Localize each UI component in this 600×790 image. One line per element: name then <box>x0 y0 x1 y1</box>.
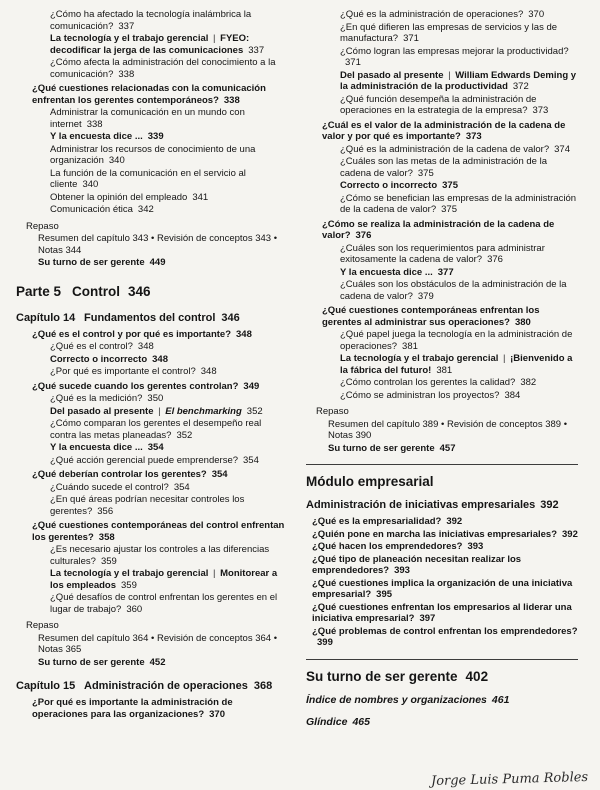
toc-entry-feature <box>306 70 578 93</box>
feature-lead: La tecnología y el trabajo gerencial <box>340 353 499 364</box>
toc-entry-sub <box>306 279 578 302</box>
feature-lead: La tecnología y el trabajo gerencial <box>50 33 209 44</box>
toc-entry-qb <box>306 554 578 577</box>
entry-page: 370 <box>528 9 545 20</box>
entry-page: 373 <box>532 105 549 116</box>
feature-separator: | <box>210 568 219 579</box>
entry-text: ¿Qué cuestiones contemporáneas enfrentan los gerentes al administrar sus operaciones? <box>322 305 540 328</box>
entry-page: 360 <box>126 603 143 615</box>
toc-entry-q <box>306 219 578 242</box>
toc-entry-sub <box>306 193 578 216</box>
entry-page: 354 <box>173 481 190 493</box>
entry-text: ¿Qué deberían controlar los gerentes? <box>32 469 207 480</box>
entry-page: 449 <box>149 257 166 268</box>
toc-column-right <box>306 8 578 729</box>
entry-page: 382 <box>520 377 537 388</box>
entry-page: 338 <box>86 118 103 130</box>
entry-text: Resumen del capítulo 389 • Revisión de conceptos 389 • Notas 390 <box>328 418 568 441</box>
entry-text: ¿Por qué es importante la administración de operaciones para las organizaciones? <box>32 697 233 720</box>
entry-text: ¿Qué cuestiones implica la organización de una iniciativa empresarial? <box>312 577 573 600</box>
toc-entry-sub <box>16 204 288 216</box>
entry-text: ¿Cómo ha afectado la tecnología inalámbrica la comunicación? <box>50 9 252 32</box>
entry-label: Capítulo 15 <box>16 680 76 692</box>
entry-page: 337 <box>118 20 135 32</box>
entry-text: ¿Cuál es el valor de la administración de la cadena de valor y por qué es importante? <box>322 119 566 142</box>
feature-separator: | <box>500 353 509 364</box>
entry-title: Fundamentos del control <box>84 311 216 324</box>
entry-page: 452 <box>149 656 166 668</box>
entry-text: Correcto o incorrecto <box>50 353 148 365</box>
toc-entry-ientry <box>306 694 578 707</box>
entry-page: 393 <box>467 541 484 552</box>
entry-text: Glíndice <box>306 715 348 728</box>
toc-column-left <box>16 8 288 729</box>
entry-text: ¿Cómo controlan los gerentes la calidad? <box>340 377 516 388</box>
toc-entry-feature <box>306 353 578 376</box>
toc-entry-q <box>16 697 288 720</box>
toc-entry-sub <box>16 9 288 32</box>
entry-text: ¿Qué es el control? <box>50 341 133 352</box>
toc-entry-sub <box>16 144 288 167</box>
toc-entry-boldsub <box>306 267 578 279</box>
entry-page: 384 <box>504 389 521 401</box>
entry-text: Su turno de ser gerente <box>38 656 145 668</box>
toc-entry-resumen <box>16 633 288 656</box>
toc-entry-sub <box>306 22 578 45</box>
toc-entry-sub <box>306 9 578 21</box>
feature-title: El benchmarking <box>165 405 242 417</box>
toc-entry-qb <box>306 516 578 528</box>
entry-text: ¿Cuáles son los requerimientos para administrar exitosamente la cadena de valor? <box>340 242 545 265</box>
entry-text: Y la encuesta dice ... <box>50 131 143 142</box>
entry-text: Y la encuesta dice ... <box>50 442 143 453</box>
feature-title: FYEO: decodificar la jerga de las comunicaciones <box>50 33 250 56</box>
entry-text: Módulo empresarial <box>306 474 434 489</box>
entry-page: 374 <box>554 143 570 155</box>
toc-entry-q <box>16 381 288 393</box>
toc-entry-qb <box>306 626 578 649</box>
entry-text: Administrar los recursos de conocimiento de una organización <box>50 143 256 166</box>
toc-entry-sub <box>16 482 288 494</box>
entry-text: ¿Cuáles son las metas de la administración de la cadena de valor? <box>340 156 547 179</box>
entry-page: 392 <box>562 528 578 540</box>
feature-lead: Del pasado al presente <box>340 69 444 81</box>
toc-entry-sturn <box>306 443 578 455</box>
toc-entry-sub <box>306 144 578 156</box>
entry-label: Capítulo 14 <box>16 311 76 324</box>
toc-entry-sturn <box>16 257 288 269</box>
feature-lead: La tecnología y el trabajo gerencial <box>50 568 209 579</box>
entry-page: 348 <box>137 341 154 352</box>
entry-text: La función de la comunicación en el servicio al cliente <box>50 167 246 190</box>
entry-text: ¿Qué hacen los emprendedores? <box>312 541 463 552</box>
toc-entry-qb <box>306 541 578 553</box>
entry-page: 393 <box>394 565 410 576</box>
entry-text: ¿Cómo se administran los proyectos? <box>340 389 500 401</box>
entry-text: Su turno de ser gerente <box>306 668 458 684</box>
entry-page: 397 <box>419 613 436 624</box>
toc-entry-chapter <box>16 312 288 325</box>
toc-entry-sub <box>16 341 288 353</box>
entry-title: Administración de operaciones <box>84 680 248 692</box>
entry-page: 402 <box>465 668 489 684</box>
toc-entry-sub <box>306 156 578 179</box>
entry-page: 371 <box>345 57 361 68</box>
toc-entry-sub <box>16 192 288 204</box>
toc-entry-sub <box>16 592 288 615</box>
toc-entry-q <box>16 520 288 543</box>
entry-page: 352 <box>176 429 193 441</box>
entry-page: 372 <box>512 81 529 92</box>
entry-title: Control <box>72 283 120 299</box>
toc-entry-sub <box>306 94 578 117</box>
section-divider <box>306 659 578 660</box>
toc-entry-sub <box>16 168 288 191</box>
entry-text: ¿Qué es la empresarialidad? <box>312 516 442 527</box>
entry-page: 392 <box>540 499 559 511</box>
entry-text: Repaso <box>26 220 59 232</box>
toc-entry-h2 <box>306 474 578 490</box>
toc-entry-sub <box>306 329 578 352</box>
toc-entry-boldsub <box>16 442 288 454</box>
entry-page: 375 <box>417 167 434 179</box>
entry-page: 348 <box>152 353 168 365</box>
toc-entry-qb <box>306 578 578 601</box>
toc-entry-chapter <box>16 680 288 693</box>
toc-entry-sub <box>16 107 288 130</box>
entry-text: Administrar la comunicación en un mundo con internet <box>50 107 245 130</box>
entry-text: Administración de iniciativas empresariales <box>306 499 536 511</box>
toc-entry-resumen <box>16 233 288 256</box>
toc-entry-h3 <box>306 499 578 512</box>
feature-title: Monitorear a los empleados <box>50 568 278 591</box>
entry-page: 381 <box>402 340 418 352</box>
entry-page: 373 <box>465 131 482 142</box>
feature-lead: Del pasado al presente <box>50 405 154 417</box>
toc-entry-repaso <box>306 406 578 418</box>
entry-page: 354 <box>147 442 164 453</box>
entry-text: ¿Cómo afecta la administración del conocimiento a la comunicación? <box>50 57 276 80</box>
entry-page: 339 <box>147 131 164 142</box>
entry-page: 377 <box>437 266 454 278</box>
entry-text: ¿Qué papel juega la tecnología en la administración de operaciones? <box>340 329 573 352</box>
toc-entry-qb <box>306 602 578 625</box>
entry-text: ¿Qué tipo de planeación necesitan realizar los emprendedores? <box>312 553 522 576</box>
toc-entry-sturn <box>16 657 288 669</box>
owner-signature: Jorge Luis Puma Robles <box>430 769 589 790</box>
entry-page: 338 <box>118 68 135 80</box>
entry-page: 465 <box>352 715 370 728</box>
entry-page: 457 <box>439 442 456 454</box>
entry-page: 399 <box>317 637 333 648</box>
feature-separator: | <box>445 69 454 81</box>
entry-text: ¿Qué sucede cuando los gerentes controlan? <box>32 380 239 392</box>
feature-title: William Edwards Deming y la administración de la productividad <box>340 69 577 92</box>
entry-text: ¿Qué función desempeña la administración de operaciones en la estrategia de la empresa? <box>340 93 537 116</box>
entry-page: 349 <box>243 380 260 392</box>
entry-text: Repaso <box>316 406 349 417</box>
toc-entry-h2 <box>306 669 578 685</box>
toc-entry-sub <box>16 418 288 441</box>
entry-text: ¿Qué cuestiones contemporáneas del control enfrentan los gerentes? <box>32 520 285 543</box>
entry-page: 380 <box>514 316 531 328</box>
toc-entry-sub <box>16 494 288 517</box>
entry-page: 346 <box>221 311 240 324</box>
entry-text: Su turno de ser gerente <box>38 257 145 268</box>
toc-entry-repaso <box>16 221 288 233</box>
toc-entry-feature <box>16 568 288 591</box>
toc-entry-sub <box>16 455 288 467</box>
toc-entry-resumen <box>306 419 578 442</box>
entry-page: 375 <box>442 180 458 191</box>
toc-entry-q <box>16 83 288 106</box>
entry-text: ¿Cuáles son los obstáculos de la administración de la cadena de valor? <box>340 279 567 302</box>
entry-text: ¿Qué cuestiones enfrentan los empresarios al liderar una iniciativa empresarial? <box>312 601 572 624</box>
feature-separator: | <box>155 405 164 417</box>
toc-entry-q <box>306 120 578 143</box>
entry-text: ¿Cómo comparan los gerentes el desempeño real contra las metas planeadas? <box>50 418 262 441</box>
toc-entry-boldsub <box>16 354 288 366</box>
toc-entry-sub <box>306 46 578 69</box>
entry-text: ¿Qué es la medición? <box>50 393 143 404</box>
toc-entry-sub <box>16 57 288 80</box>
entry-page: 340 <box>108 155 125 166</box>
toc-entry-boldsub <box>16 131 288 143</box>
entry-page: 461 <box>491 693 510 706</box>
toc-entry-sub <box>306 390 578 402</box>
entry-text: ¿Quién pone en marcha las iniciativas empresariales? <box>312 528 557 540</box>
entry-page: 376 <box>355 230 372 241</box>
entry-page: 381 <box>436 364 453 376</box>
entry-page: 341 <box>192 191 209 203</box>
toc-entry-sub <box>16 393 288 405</box>
entry-text: Obtener la opinión del empleado <box>50 191 188 203</box>
entry-text: ¿Cómo se benefician las empresas de la administración de la cadena de valor? <box>340 192 577 215</box>
entry-page: 346 <box>128 283 151 299</box>
toc-entry-sub <box>16 366 288 378</box>
entry-page: 375 <box>441 204 457 215</box>
entry-text: ¿En qué difieren las empresas de servicios y las de manufactura? <box>340 21 558 44</box>
toc-entry-q <box>306 305 578 328</box>
entry-text: ¿Es necesario ajustar los controles a las diferencias culturales? <box>50 544 270 567</box>
entry-page: 354 <box>211 469 228 480</box>
toc-entry-qb <box>306 529 578 541</box>
entry-page: 352 <box>246 405 263 417</box>
entry-text: Comunicación ética <box>50 204 133 215</box>
entry-page: 395 <box>376 589 393 600</box>
entry-text: Correcto o incorrecto <box>340 180 438 191</box>
entry-text: ¿Qué problemas de control enfrentan los emprendedores? <box>312 625 578 637</box>
entry-text: Y la encuesta dice ... <box>340 266 433 278</box>
entry-text: ¿En qué áreas podrían necesitar controles los gerentes? <box>50 494 245 517</box>
entry-text: ¿Qué es la administración de operaciones? <box>340 9 524 20</box>
entry-page: 338 <box>223 94 240 106</box>
entry-page: 356 <box>97 505 114 517</box>
feature-title: ¡Bienvenido a la fábrica del futuro! <box>340 353 573 376</box>
toc-entry-feature <box>16 33 288 56</box>
entry-page: 379 <box>417 290 434 302</box>
section-divider <box>306 464 578 465</box>
entry-page: 358 <box>98 531 115 543</box>
entry-text: ¿Cuándo sucede el control? <box>50 481 169 493</box>
entry-page: 359 <box>100 555 117 567</box>
entry-text: ¿Qué cuestiones relacionadas con la comunicación enfrentan los gerentes contemporáneos? <box>32 83 266 106</box>
entry-page: 348 <box>236 328 252 340</box>
entry-page: 350 <box>147 393 164 404</box>
toc-entry-ientry <box>306 716 578 729</box>
entry-page: 342 <box>137 204 154 215</box>
entry-page: 354 <box>243 454 259 466</box>
entry-text: Resumen del capítulo 364 • Revisión de conceptos 364 • Notas 365 <box>38 632 278 655</box>
entry-page: 337 <box>248 44 265 56</box>
entry-text: ¿Cómo logran las empresas mejorar la productividad? <box>340 45 569 57</box>
toc-entry-q <box>16 469 288 481</box>
entry-text: Repaso <box>26 620 59 631</box>
toc-entry-boldsub <box>306 180 578 192</box>
entry-page: 370 <box>209 708 225 720</box>
feature-separator: | <box>210 33 219 44</box>
entry-label: Parte 5 <box>16 283 62 299</box>
entry-text: ¿Qué acción gerencial puede emprenderse? <box>50 454 239 466</box>
toc-entry-q <box>16 329 288 341</box>
toc-entry-feature <box>16 406 288 418</box>
entry-page: 368 <box>253 680 273 692</box>
entry-page: 359 <box>121 579 137 591</box>
toc-entry-part <box>16 284 288 300</box>
toc-entry-repaso <box>16 620 288 632</box>
entry-text: ¿Cómo se realiza la administración de la cadena de valor? <box>322 218 555 241</box>
entry-page: 348 <box>200 366 217 377</box>
entry-page: 392 <box>446 516 463 527</box>
entry-text: ¿Por qué es importante el control? <box>50 366 196 377</box>
entry-page: 376 <box>487 254 503 265</box>
toc-entry-sub <box>306 377 578 389</box>
entry-text: ¿Qué es la administración de la cadena de valor? <box>340 143 550 155</box>
toc-entry-sub <box>306 243 578 266</box>
entry-page: 340 <box>82 179 99 190</box>
entry-text: ¿Qué es el control y por qué es importante? <box>32 328 232 340</box>
entry-text: Su turno de ser gerente <box>328 442 435 454</box>
entry-text: Índice de nombres y organizaciones <box>306 693 487 706</box>
toc-entry-sub <box>16 544 288 567</box>
entry-page: 371 <box>403 33 419 44</box>
entry-text: ¿Qué desafíos de control enfrentan los gerentes en el lugar de trabajo? <box>50 592 278 615</box>
entry-text: Resumen del capítulo 343 • Revisión de conceptos 343 • Notas 344 <box>38 233 278 256</box>
